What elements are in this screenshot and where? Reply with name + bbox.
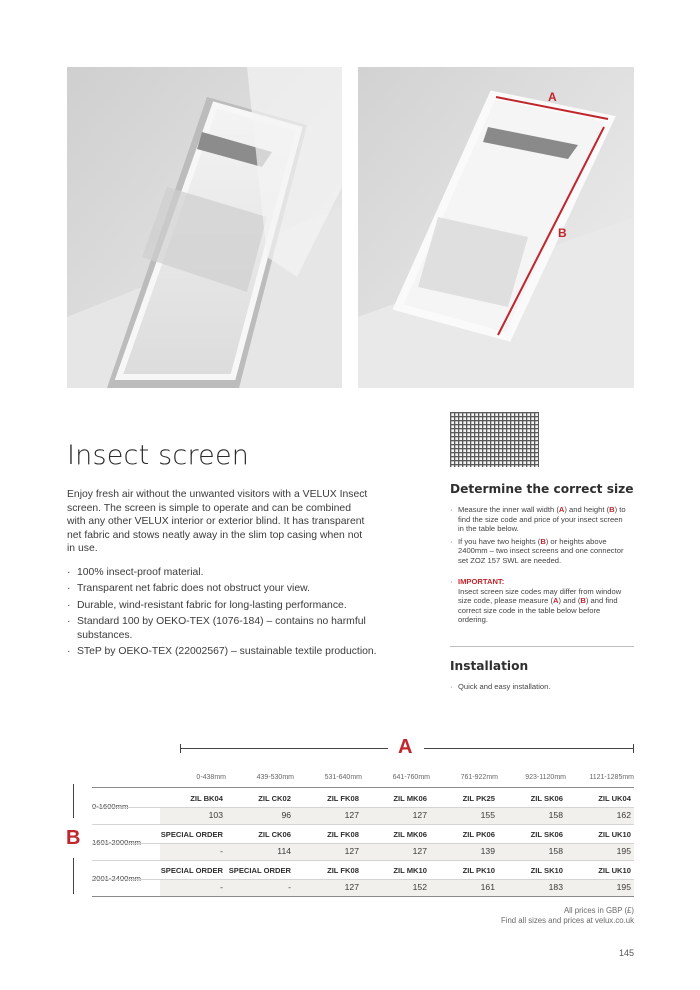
- table-divider: [92, 787, 634, 788]
- product-code-cell: ZIL CK02: [258, 794, 291, 803]
- text-part: Insect screen size codes may differ from window size code, please measure (: [458, 586, 622, 606]
- column-header: 0-438mm: [196, 774, 226, 781]
- price-cell: 158: [548, 810, 563, 820]
- installation-list: [450, 682, 630, 695]
- mesh-fabric-swatch: [450, 412, 539, 467]
- axis-b-line: [73, 784, 74, 818]
- price-cell: 139: [480, 846, 495, 856]
- determine-size-item: [450, 537, 630, 566]
- page-number: 145: [618, 948, 634, 958]
- column-header: 923-1120mm: [525, 774, 566, 781]
- product-code-cell: ZIL UK10: [598, 866, 631, 875]
- product-code-cell: SPECIAL ORDER: [160, 830, 223, 839]
- table-divider: [92, 879, 634, 880]
- feature-item: · Standard 100 by OEKO-TEX (1076-184) – contains no harmful substances.: [67, 615, 377, 642]
- axis-a-line: [424, 748, 634, 749]
- feature-item: · 100% insect-proof material.: [67, 566, 377, 579]
- axis-a-tick: [180, 744, 181, 753]
- price-cell: 127: [412, 810, 427, 820]
- price-cell: 195: [616, 882, 631, 892]
- price-cell: 155: [480, 810, 495, 820]
- label-a: A: [552, 596, 559, 606]
- text-part: Measure the inner wall width (: [458, 505, 559, 514]
- table-divider: [92, 824, 634, 825]
- product-code-cell: SPECIAL ORDER: [160, 866, 223, 875]
- product-code-cell: ZIL SK06: [530, 794, 563, 803]
- column-header: 1121-1285mm: [589, 774, 634, 781]
- text-part: ) and height (: [564, 505, 610, 514]
- axis-a-line: [180, 748, 388, 749]
- product-code-cell: ZIL BK04: [190, 794, 223, 803]
- price-cell: 103: [208, 810, 223, 820]
- axis-b-line: [73, 858, 74, 894]
- text-part: ) to find the size code and price of your insect screen in the table below.: [458, 505, 626, 534]
- text-part: ) or heights above 2400mm – two insect screens and one connector set ZOZ 157 SWL are needed.: [458, 536, 624, 565]
- table-divider: [92, 860, 634, 861]
- product-code-cell: ZIL UK04: [598, 794, 631, 803]
- product-code-cell: ZIL MK10: [393, 866, 427, 875]
- feature-item: · STeP by OEKO-TEX (22002567) – sustainable textile production.: [67, 645, 377, 658]
- column-header: 439-530mm: [256, 774, 294, 781]
- product-code-cell: SPECIAL ORDER: [228, 866, 291, 875]
- price-cell: 158: [548, 846, 563, 856]
- price-cell: -: [288, 882, 291, 892]
- table-row-codes: [160, 790, 634, 807]
- price-cell: 161: [480, 882, 495, 892]
- feature-item: · Transparent net fabric does not obstruct your view.: [67, 582, 377, 595]
- footnote-line: All prices in GBP (£): [563, 906, 634, 915]
- intro-paragraph: Enjoy fresh air without the unwanted visitors with a VELUX Insect screen. The screen is simple to operate and can be combined with any other VELUX interior or exterior blind. It has transparent net fabric and stows neatly away in the slim top casing when not in use.: [67, 489, 368, 555]
- price-cell: 195: [616, 846, 631, 856]
- product-code-cell: ZIL MK06: [393, 794, 427, 803]
- product-code-cell: ZIL PK25: [462, 794, 495, 803]
- price-cell: 183: [548, 882, 563, 892]
- text-part: ) and find correct size code in the table below before ordering.: [458, 596, 618, 625]
- determine-size-list: [450, 505, 630, 569]
- price-cell: -: [220, 846, 223, 856]
- product-code-cell: ZIL PK10: [462, 866, 495, 875]
- price-footnote: [501, 906, 634, 926]
- table-row-prices: [160, 807, 634, 824]
- page-title: Insect screen: [67, 440, 250, 471]
- product-code-cell: ZIL UK10: [598, 830, 631, 839]
- axis-b-label: B: [66, 827, 81, 849]
- label-b: B: [540, 536, 546, 546]
- photo-measurement-guide: [358, 67, 634, 388]
- product-code-cell: ZIL MK06: [393, 830, 427, 839]
- product-code-cell: ZIL SK06: [530, 830, 563, 839]
- photo-label-a: A: [548, 90, 557, 104]
- product-code-cell: ZIL CK06: [258, 830, 291, 839]
- text-part: If you have two heights (: [458, 536, 541, 546]
- column-header: 761-922mm: [460, 774, 498, 781]
- price-cell: 96: [281, 810, 291, 820]
- installation-heading: Installation: [450, 659, 529, 673]
- price-cell: 127: [412, 846, 427, 856]
- important-label: · IMPORTANT:: [458, 577, 505, 586]
- product-code-cell: ZIL FK08: [327, 794, 359, 803]
- column-header: 531-640mm: [324, 774, 362, 781]
- price-cell: 127: [344, 846, 359, 856]
- product-code-cell: ZIL FK08: [327, 866, 359, 875]
- table-divider: [92, 896, 634, 897]
- label-a: A: [558, 505, 565, 514]
- feature-list: [67, 566, 377, 661]
- important-note: [450, 577, 630, 625]
- photo-label-b: B: [558, 226, 567, 240]
- table-divider: [92, 843, 634, 844]
- product-code-cell: ZIL SK10: [530, 866, 563, 875]
- product-code-cell: ZIL FK08: [327, 830, 359, 839]
- photo-insect-screen-installed: [67, 67, 342, 388]
- price-cell: -: [220, 882, 223, 892]
- price-cell: 127: [344, 810, 359, 820]
- text-part: ) and (: [558, 596, 581, 606]
- table-row-prices: [160, 843, 634, 860]
- footnote-line: Find all sizes and prices at velux.co.uk: [500, 916, 634, 925]
- price-cell: 152: [412, 882, 427, 892]
- price-cell: 162: [616, 810, 631, 820]
- price-cell: 114: [277, 846, 291, 856]
- table-row-codes: [160, 862, 634, 879]
- feature-item: · Durable, wind-resistant fabric for long-lasting performance.: [67, 599, 377, 612]
- installation-item: · Quick and easy installation.: [450, 682, 630, 692]
- axis-a-tick: [633, 744, 634, 753]
- axis-a-label: A: [398, 736, 413, 758]
- label-b: B: [609, 505, 615, 514]
- determine-size-heading: Determine the correct size: [450, 482, 634, 496]
- label-b: B: [580, 596, 586, 606]
- price-cell: 127: [344, 882, 359, 892]
- determine-size-item: [450, 505, 630, 534]
- table-row-codes: [160, 826, 634, 843]
- table-divider: [92, 807, 634, 808]
- divider: [450, 646, 634, 647]
- product-code-cell: ZIL PK06: [462, 830, 495, 839]
- table-row-prices: [160, 879, 634, 896]
- column-header: 641-760mm: [392, 774, 430, 781]
